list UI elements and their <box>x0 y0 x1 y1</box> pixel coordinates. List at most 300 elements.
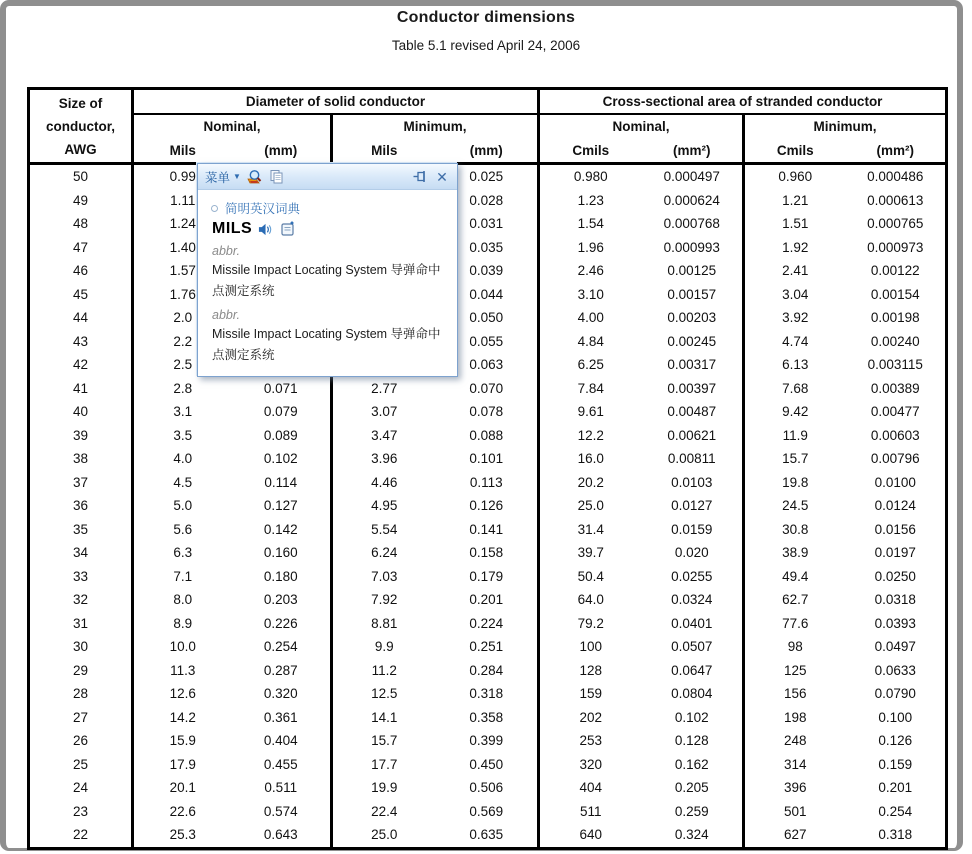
table-cell: 39.7 <box>577 545 604 561</box>
table-cell: 0.126 <box>878 733 913 749</box>
table-cell: 45 <box>29 283 133 307</box>
table-cell: 0.00389 <box>870 380 920 396</box>
table-cell: 0.102 <box>232 447 332 471</box>
table-cell: 0.506 <box>436 776 539 800</box>
table-cell: 9.42 <box>782 404 809 420</box>
unit-mm-2: (mm) <box>436 138 539 164</box>
speaker-icon[interactable] <box>258 221 274 237</box>
table-cell: 0.201 <box>436 588 539 612</box>
part-of-speech-2: abbr. <box>212 308 241 322</box>
unit-mils-1: Mils <box>169 142 196 158</box>
table-cell: 3.07 <box>371 404 398 420</box>
definition-2: Missile Impact Locating System 导弹命中点测定系统 <box>212 327 441 362</box>
table-cell: 4.00 <box>577 310 604 326</box>
table-cell: 0.0103 <box>642 471 744 495</box>
table-row <box>29 377 947 401</box>
unit-mm2-1: (mm²) <box>642 138 744 164</box>
unit-mm2-2: (mm²) <box>876 142 915 158</box>
table-cell: 0.226 <box>232 612 332 636</box>
table-cell: 7.03 <box>371 568 398 584</box>
table-cell: 0.455 <box>232 753 332 777</box>
table-cell: 0.039 <box>436 259 539 283</box>
table-cell: 0.404 <box>232 729 332 753</box>
table-cell: 42 <box>29 353 133 377</box>
table-cell: 0.102 <box>642 706 744 730</box>
table-cell: 46 <box>29 259 133 283</box>
table-cell: 627 <box>784 827 807 843</box>
table-cell: 0.450 <box>436 753 539 777</box>
table-cell: 0.128 <box>642 729 744 753</box>
table-cell: 0.399 <box>436 729 539 753</box>
table-cell: 202 <box>579 709 603 725</box>
table-cell: 0.324 <box>642 823 744 848</box>
table-cell: 0.0401 <box>642 612 744 636</box>
table-cell: 0.201 <box>878 780 913 796</box>
header-awg <box>29 89 133 164</box>
table-cell: 12.5 <box>371 686 398 702</box>
table-cell: 25 <box>29 753 133 777</box>
table-cell: 501 <box>784 803 807 819</box>
table-cell: 0.569 <box>436 800 539 824</box>
table-cell: 0.205 <box>642 776 744 800</box>
table-cell: 2.5 <box>173 357 193 373</box>
table-cell: 43 <box>29 330 133 354</box>
table-row <box>29 659 947 683</box>
table-cell: 100 <box>579 639 603 655</box>
table-cell: 24.5 <box>782 498 809 514</box>
table-cell: 0.088 <box>436 424 539 448</box>
table-cell: 7.1 <box>173 568 193 584</box>
table-cell: 37 <box>29 471 133 495</box>
table-cell: 30 <box>29 635 133 659</box>
table-row <box>29 823 947 848</box>
table-cell: 22 <box>29 823 133 848</box>
table-cell: 2.0 <box>173 310 193 326</box>
table-cell: 50.4 <box>577 568 604 584</box>
table-cell: 0.00603 <box>870 427 920 443</box>
table-cell: 0.035 <box>436 236 539 260</box>
unit-cmils-1: Cmils <box>572 142 610 158</box>
table-row <box>29 424 947 448</box>
table-cell: 0.0124 <box>874 498 916 514</box>
table-cell: 0.055 <box>436 330 539 354</box>
table-row <box>29 471 947 495</box>
table-row <box>29 706 947 730</box>
table-cell: 6.24 <box>371 545 398 561</box>
table-cell: 22.6 <box>169 803 196 819</box>
table-row <box>29 729 947 753</box>
table-cell: 15.7 <box>782 451 809 467</box>
table-cell: 0.089 <box>232 424 332 448</box>
table-cell: 41 <box>29 377 133 401</box>
table-cell: 0.180 <box>232 565 332 589</box>
table-row <box>29 518 947 542</box>
table-cell: 0.179 <box>436 565 539 589</box>
table-cell: 2.77 <box>371 380 398 396</box>
table-cell: 4.74 <box>782 333 809 349</box>
table-cell: 1.21 <box>782 192 809 208</box>
table-cell: 20.1 <box>169 780 196 796</box>
table-cell: 23 <box>29 800 133 824</box>
table-cell: 8.0 <box>173 592 193 608</box>
table-cell: 3.5 <box>173 427 193 443</box>
popup-titlebar[interactable] <box>198 164 457 190</box>
table-cell: 640 <box>579 827 603 843</box>
table-cell: 77.6 <box>782 615 809 631</box>
table-cell: 0.358 <box>436 706 539 730</box>
table-cell: 0.0159 <box>642 518 744 542</box>
table-row <box>29 682 947 706</box>
table-cell: 0.113 <box>436 471 539 495</box>
table-cell: 62.7 <box>782 592 809 608</box>
table-cell: 11.3 <box>170 662 196 678</box>
screen-capture-icon[interactable] <box>247 169 263 185</box>
table-cell: 4.0 <box>173 451 193 467</box>
table-cell: 0.318 <box>436 682 539 706</box>
table-cell: 12.6 <box>169 686 196 702</box>
header-area-nominal: Nominal, <box>539 114 744 138</box>
table-cell: 0.028 <box>436 189 539 213</box>
header-awg-line1: Size of <box>58 95 103 111</box>
table-cell: 0.078 <box>436 400 539 424</box>
table-cell: 0.00198 <box>870 310 920 326</box>
header-awg-line3: AWG <box>64 141 97 157</box>
table-cell: 0.158 <box>436 541 539 565</box>
table-cell: 0.361 <box>232 706 332 730</box>
dictionary-name-line <box>211 199 445 217</box>
table-cell: 0.020 <box>642 541 744 565</box>
table-cell: 38 <box>29 447 133 471</box>
table-cell: 0.000486 <box>867 169 924 185</box>
table-cell: 1.92 <box>782 239 809 255</box>
table-cell: 1.40 <box>169 239 196 255</box>
table-cell: 0.259 <box>642 800 744 824</box>
table-cell: 1.23 <box>577 192 604 208</box>
table-cell: 0.00240 <box>870 333 920 349</box>
table-cell: 0.99 <box>169 169 196 185</box>
table-cell: 0.251 <box>436 635 539 659</box>
table-cell: 0.141 <box>436 518 539 542</box>
table-cell: 12.2 <box>577 427 604 443</box>
table-cell: 34 <box>29 541 133 565</box>
table-cell: 0.635 <box>436 823 539 848</box>
header-area-minimum: Minimum, <box>813 119 877 134</box>
table-cell: 0.254 <box>232 635 332 659</box>
table-cell: 0.000973 <box>867 239 924 255</box>
table-row <box>29 541 947 565</box>
table-cell: 11.2 <box>371 662 397 678</box>
table-cell: 4.5 <box>173 474 193 490</box>
table-cell: 0.254 <box>878 803 913 819</box>
table-cell: 0.0197 <box>874 545 916 561</box>
table-row <box>29 164 947 189</box>
table-row <box>29 400 947 424</box>
copy-icon[interactable] <box>269 169 285 185</box>
table-cell: 0.063 <box>436 353 539 377</box>
table-cell: 0.0100 <box>874 474 916 490</box>
table-row <box>29 612 947 636</box>
table-cell: 0.00317 <box>642 353 744 377</box>
table-cell: 17.9 <box>169 756 196 772</box>
table-cell: 16.0 <box>577 451 604 467</box>
table-cell: 0.00397 <box>642 377 744 401</box>
table-row <box>29 330 947 354</box>
table-cell: 0.000993 <box>642 236 744 260</box>
table-cell: 0.160 <box>232 541 332 565</box>
table-cell: 253 <box>579 733 603 749</box>
table-cell: 1.24 <box>169 216 196 232</box>
table-cell: 39 <box>29 424 133 448</box>
table-row <box>29 236 947 260</box>
table-cell: 125 <box>784 662 807 678</box>
table-row <box>29 800 947 824</box>
table-cell: 0.0318 <box>874 592 916 608</box>
table-cell: 320 <box>579 756 603 772</box>
table-cell: 0.071 <box>232 377 332 401</box>
table-cell: 6.13 <box>782 357 809 373</box>
table-cell: 0.318 <box>878 827 913 843</box>
table-cell: 49.4 <box>782 568 809 584</box>
table-row <box>29 565 947 589</box>
table-cell: 27 <box>29 706 133 730</box>
table-cell: 31.4 <box>577 521 604 537</box>
table-cell: 198 <box>784 709 807 725</box>
table-cell: 25.0 <box>371 827 398 843</box>
table-cell: 0.079 <box>232 400 332 424</box>
table-cell: 0.0250 <box>874 568 916 584</box>
table-row <box>29 635 947 659</box>
chevron-down-icon: ▼ <box>233 171 241 181</box>
close-icon[interactable]: ✕ <box>436 168 448 185</box>
table-cell: 11.9 <box>782 427 808 443</box>
table-cell: 25.3 <box>169 827 196 843</box>
table-cell: 1.57 <box>169 263 196 279</box>
table-cell: 5.6 <box>173 521 193 537</box>
table-cell: 6.25 <box>577 357 604 373</box>
table-cell: 5.0 <box>173 498 193 514</box>
table-body <box>29 164 947 849</box>
table-cell: 1.54 <box>577 216 604 232</box>
table-row <box>29 776 947 800</box>
table-row <box>29 259 947 283</box>
table-cell: 0.0647 <box>642 659 744 683</box>
table-cell: 33 <box>29 565 133 589</box>
table-cell: 47 <box>29 236 133 260</box>
conductor-dimensions-table <box>27 87 948 850</box>
table-cell: 0.0324 <box>642 588 744 612</box>
table-cell: 0.980 <box>573 169 608 185</box>
unit-cmils-2: Cmils <box>776 142 814 158</box>
table-cell: 9.61 <box>577 404 604 420</box>
table-cell: 19.9 <box>371 780 398 796</box>
table-cell: 2.8 <box>173 380 193 396</box>
table-row <box>29 353 947 377</box>
table-cell: 0.000768 <box>642 212 744 236</box>
header-awg-line2: conductor, <box>45 118 115 134</box>
table-cell: 1.96 <box>577 239 604 255</box>
header-diameter-group: Diameter of solid conductor <box>133 89 539 115</box>
table-cell: 0.574 <box>232 800 332 824</box>
table-row <box>29 447 947 471</box>
table-cell: 0.000497 <box>642 164 744 189</box>
table-cell: 159 <box>579 686 603 702</box>
table-cell: 0.320 <box>232 682 332 706</box>
table-cell: 0.0633 <box>874 662 916 678</box>
headword-line <box>212 220 445 238</box>
table-cell: 44 <box>29 306 133 330</box>
table-cell: 9.9 <box>374 639 394 655</box>
dictionary-name: 简明英汉词典 <box>225 202 301 216</box>
table-cell: 14.1 <box>371 709 398 725</box>
header-diameter-nominal: Nominal, <box>133 114 332 138</box>
table-cell: 22.4 <box>371 803 398 819</box>
table-cell: 1.51 <box>782 216 809 232</box>
table-cell: 3.04 <box>782 286 809 302</box>
table-cell: 15.9 <box>169 733 196 749</box>
table-row <box>29 283 947 307</box>
table-cell: 0.960 <box>778 169 813 185</box>
add-to-wordbook-icon[interactable] <box>280 221 296 237</box>
table-cell: 0.0127 <box>642 494 744 518</box>
table-cell: 0.00245 <box>642 330 744 354</box>
table-header <box>29 89 947 164</box>
table-cell: 1.76 <box>169 286 196 302</box>
table-cell: 0.0804 <box>642 682 744 706</box>
table-cell: 248 <box>784 733 807 749</box>
table-cell: 0.00157 <box>642 283 744 307</box>
pin-icon[interactable] <box>412 169 428 185</box>
table-cell: 17.7 <box>371 756 398 772</box>
table-cell: 156 <box>784 686 807 702</box>
table-cell: 0.025 <box>436 164 539 189</box>
table-cell: 3.47 <box>371 427 398 443</box>
table-cell: 0.00125 <box>642 259 744 283</box>
page-subtitle: Table 5.1 revised April 24, 2006 <box>391 38 581 53</box>
table-cell: 0.00487 <box>642 400 744 424</box>
header-diameter-minimum: Minimum, <box>332 114 539 138</box>
table-cell: 0.287 <box>232 659 332 683</box>
table-cell: 0.224 <box>436 612 539 636</box>
table-cell: 64.0 <box>577 592 604 608</box>
table-cell: 0.000613 <box>867 192 924 208</box>
table-cell: 0.159 <box>878 756 913 772</box>
table-cell: 0.0255 <box>642 565 744 589</box>
table-cell: 32 <box>29 588 133 612</box>
table-cell: 48 <box>29 212 133 236</box>
table-cell: 0.00477 <box>870 404 920 420</box>
table-row <box>29 494 947 518</box>
table-row <box>29 189 947 213</box>
table-row <box>29 588 947 612</box>
table-cell: 2.46 <box>577 263 604 279</box>
table-cell: 4.46 <box>371 474 398 490</box>
dictionary-popup <box>197 163 458 377</box>
unit-mm-1: (mm) <box>232 138 332 164</box>
table-cell: 6.3 <box>173 545 193 561</box>
table-cell: 3.92 <box>782 310 809 326</box>
table-cell: 25.0 <box>577 498 604 514</box>
table-cell: 38.9 <box>782 545 809 561</box>
menu-button-label: 菜单 <box>205 170 231 185</box>
bullet-icon <box>211 205 218 212</box>
header-area-group: Cross-sectional area of stranded conductor <box>539 89 947 115</box>
table-cell: 5.54 <box>371 521 398 537</box>
table-row <box>29 306 947 330</box>
definition-1: Missile Impact Locating System 导弹命中点测定系统 <box>212 263 441 298</box>
unit-mils-2: Mils <box>371 142 398 158</box>
table-cell: 0.643 <box>232 823 332 848</box>
table-cell: 0.284 <box>436 659 539 683</box>
table-cell: 0.0393 <box>874 615 916 631</box>
table-cell: 4.95 <box>371 498 398 514</box>
table-cell: 0.003115 <box>867 357 923 373</box>
table-cell: 0.00811 <box>642 447 744 471</box>
table-cell: 0.070 <box>436 377 539 401</box>
table-cell: 0.0156 <box>874 521 916 537</box>
table-cell: 128 <box>579 662 603 678</box>
table-cell: 2.2 <box>173 333 193 349</box>
table-cell: 4.84 <box>577 333 604 349</box>
table-cell: 0.127 <box>232 494 332 518</box>
table-cell: 31 <box>29 612 133 636</box>
menu-button[interactable] <box>205 168 241 186</box>
table-cell: 396 <box>784 780 807 796</box>
table-cell: 8.9 <box>173 615 193 631</box>
headword: MILS <box>212 220 253 237</box>
table-cell: 3.10 <box>577 286 604 302</box>
page-title: Conductor dimensions <box>396 9 576 26</box>
part-of-speech-1: abbr. <box>212 244 241 258</box>
table-cell: 0.0497 <box>874 639 916 655</box>
table-cell: 8.81 <box>371 615 398 631</box>
table-cell: 0.00796 <box>870 451 920 467</box>
table-cell: 0.000765 <box>867 216 924 232</box>
table-cell: 0.031 <box>436 212 539 236</box>
table-cell: 1.11 <box>170 192 196 208</box>
table-row <box>29 212 947 236</box>
table-row <box>29 753 947 777</box>
table-cell: 511 <box>580 803 602 819</box>
table-cell: 0.00154 <box>870 286 920 302</box>
table-cell: 0.00203 <box>642 306 744 330</box>
table-cell: 14.2 <box>169 709 196 725</box>
popup-body <box>198 190 457 376</box>
table-cell: 0.511 <box>232 776 332 800</box>
table-cell: 15.7 <box>371 733 398 749</box>
table-cell: 19.8 <box>782 474 809 490</box>
table-cell: 40 <box>29 400 133 424</box>
table-cell: 35 <box>29 518 133 542</box>
table-cell: 0.050 <box>436 306 539 330</box>
table-cell: 314 <box>784 756 807 772</box>
table-cell: 0.000624 <box>642 189 744 213</box>
table-cell: 0.00621 <box>642 424 744 448</box>
table-cell: 0.203 <box>232 588 332 612</box>
table-cell: 0.044 <box>436 283 539 307</box>
table-cell: 0.126 <box>436 494 539 518</box>
table-cell: 29 <box>29 659 133 683</box>
table-cell: 0.00122 <box>870 263 920 279</box>
table-cell: 0.114 <box>232 471 332 495</box>
table-cell: 20.2 <box>577 474 604 490</box>
table-cell: 3.96 <box>371 451 398 467</box>
table-cell: 28 <box>29 682 133 706</box>
table-cell: 30.8 <box>782 521 809 537</box>
table-cell: 0.100 <box>878 709 913 725</box>
table-cell: 50 <box>29 164 133 189</box>
table-cell: 0.142 <box>232 518 332 542</box>
table-cell: 0.0507 <box>642 635 744 659</box>
